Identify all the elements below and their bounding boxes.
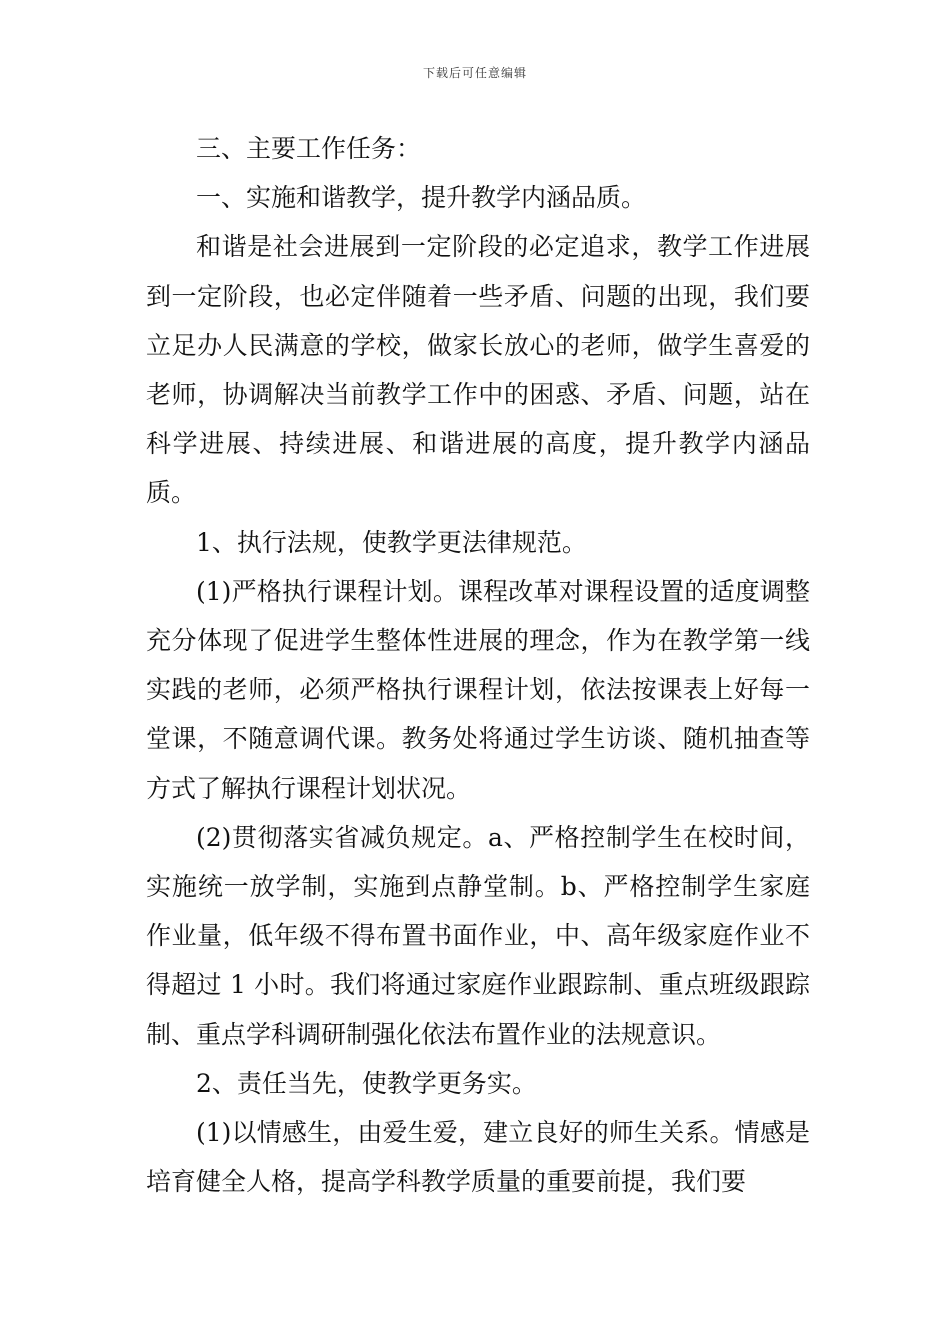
page-header: 下载后可任意编辑 bbox=[422, 66, 527, 80]
body-paragraph: (1)以情感生，由爱生爱，建立良好的师生关系。情感是培育健全人格，提高学科教学质量的重要前提，我们要 bbox=[146, 1118, 810, 1197]
subsection-heading: 一、实施和谐教学，提升教学内涵品质。 bbox=[196, 183, 647, 213]
body-paragraph: (2)贯彻落实省减负规定。a、严格控制学生在校时间，实施统一放学制，实施到点静堂制。b、严格控制学生家庭作业量，低年级不得布置书面作业，中、高年级家庭作业不得超过 1 小时。我们将通过家庭作业跟踪制、重点班级跟踪制、重点学科调研制强化依法布置作业的法规意识。 bbox=[146, 822, 810, 1049]
section-heading: 三、主要工作任务： bbox=[196, 134, 422, 163]
body-paragraph: (1)严格执行课程计划。课程改革对课程设置的适度调整充分体现了促进学生整体性进展的理念，作为在教学第一线实践的老师，必须严格执行课程计划，依法按课表上好每一堂课，不随意调代课。教务处将通过学生访谈、随机抽查等方式了解执行课程计划状况。 bbox=[146, 576, 810, 803]
body-paragraph: 和谐是社会进展到一定阶段的必定追求，教学工作进展到一定阶段，也必定伴随着一些矛盾、问题的出现，我们要立足办人民满意的学校，做家长放心的老师，做学生喜爱的老师，协调解决当前教学工作中的困惑、矛盾、问题，站在科学进展、持续进展、和谐进展的高度，提升教学内涵品质。 bbox=[146, 232, 810, 508]
document-body bbox=[146, 124, 810, 1206]
item-heading: 2、责任当先，使教学更务实。 bbox=[196, 1068, 537, 1098]
item-heading: 1、执行法规，使教学更法律规范。 bbox=[196, 527, 587, 557]
